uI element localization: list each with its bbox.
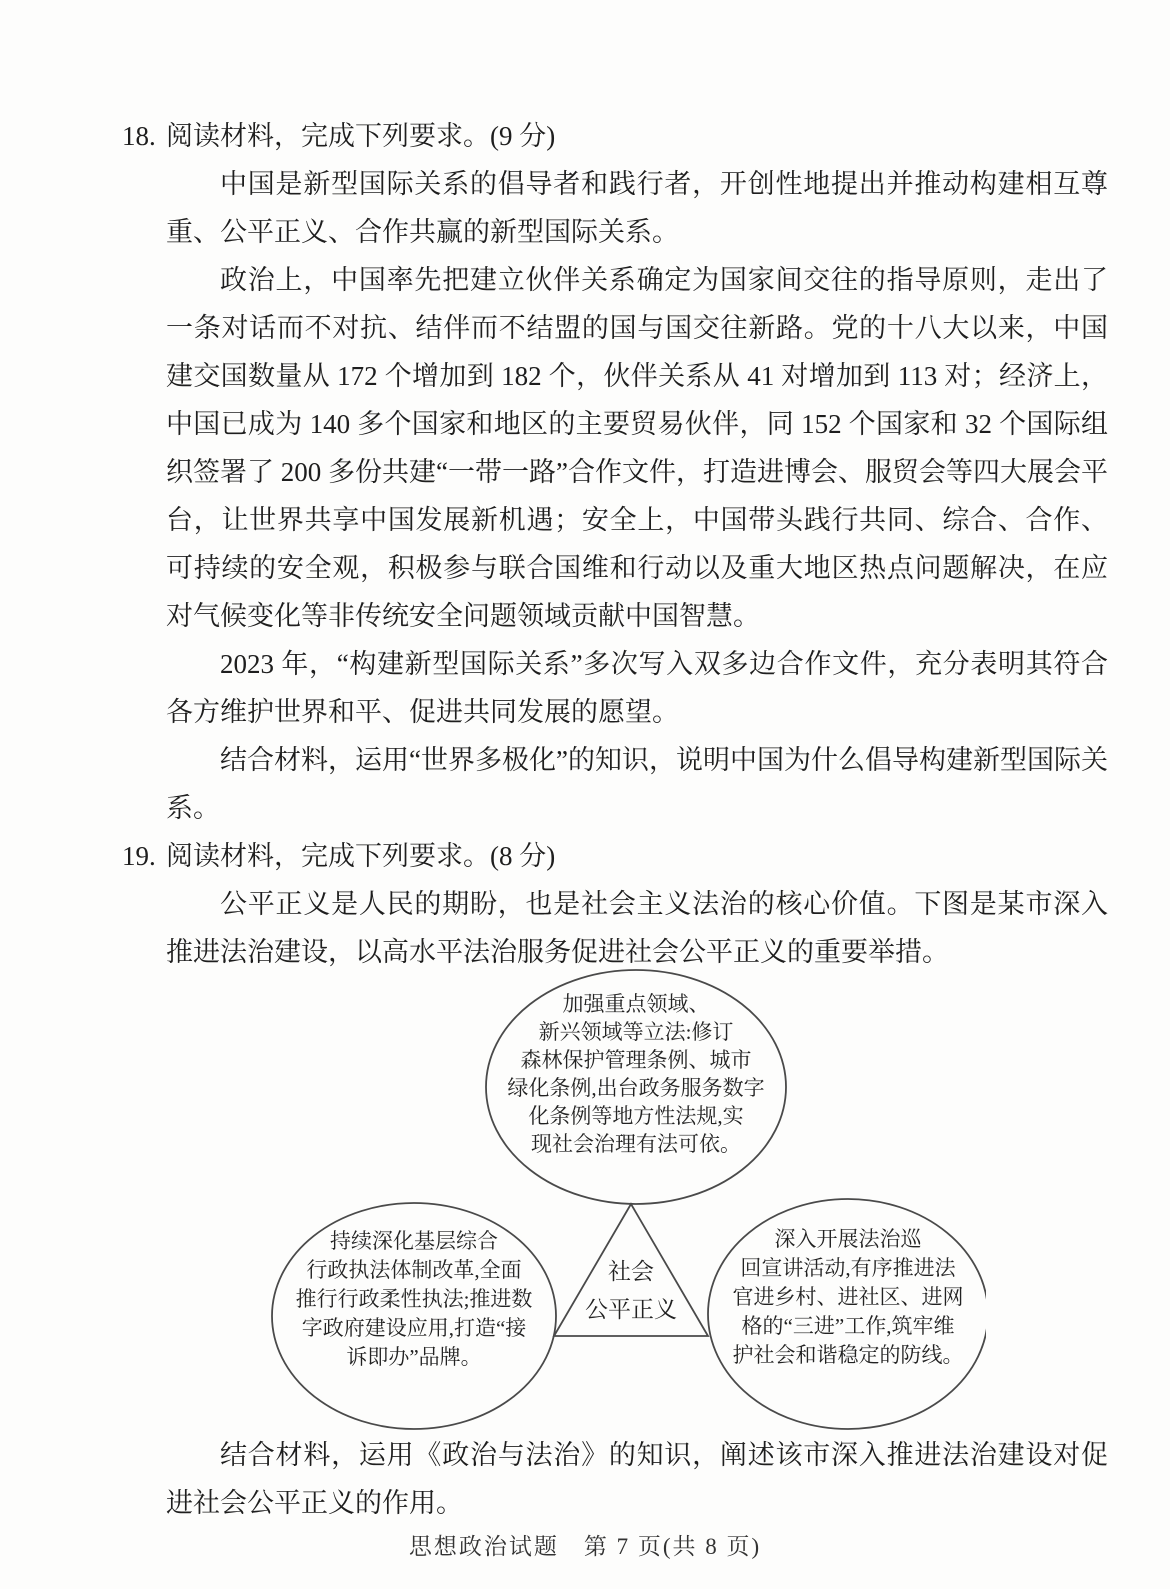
page-footer bbox=[0, 1528, 1170, 1561]
top-circle-line: 化条例等地方性法规,实 bbox=[528, 1104, 744, 1128]
top-circle-line: 绿化条例,出台政务服务数字 bbox=[507, 1076, 765, 1100]
right-circle-line: 格的“三进”工作,筑牢维 bbox=[741, 1314, 955, 1338]
right-circle-text bbox=[733, 1227, 964, 1367]
triangle-line: 公平正义 bbox=[585, 1297, 677, 1322]
question-18-paragraph-2: 政治上，中国率先把建立伙伴关系确定为国家间交往的指导原则，走出了一条对话而不对抗、结伴而不结盟的国与国交往新路。党的十八大以来，中国建交国数量从 172 个增加到 182 个，伙伴关系从 41 对增加到 113 对；经济上，中国已成为 140 多个国家和地区的主要贸易伙伴，同 152 个国家和 32 个国际组织签署了 200 多份共建“一带一路”合作文件，打造进博会、服贸会等四大展会平台，让世界共享中国发展新机遇；安全上，中国带头践行共同、综合、合作、可持续的安全观，积极参与联合国维和行动以及重大地区热点问题解决，在应对气候变化等非传统安全问题领域贡献中国智慧。 bbox=[166, 265, 1108, 631]
question-19-task: 结合材料，运用《政治与法治》的知识，阐述该市深入推进法治建设对促进社会公平正义的作用。 bbox=[166, 1440, 1108, 1518]
right-circle-line: 回宣讲活动,有序推进法 bbox=[740, 1256, 956, 1280]
question-18-paragraph-3: 2023 年，“构建新型国际关系”多次写入双多边合作文件，充分表明其符合各方维护世界和平、促进共同发展的愿望。 bbox=[166, 649, 1108, 727]
top-circle-line: 新兴领域等立法:修订 bbox=[538, 1020, 734, 1044]
left-circle-line: 推行行政柔性执法;推进数 bbox=[295, 1287, 533, 1311]
top-circle-line: 加强重点领域、 bbox=[562, 992, 710, 1016]
triangle-text bbox=[585, 1259, 677, 1322]
right-circle-line: 深入开展法治巡 bbox=[774, 1227, 922, 1251]
left-circle-line: 行政执法体制改革,全面 bbox=[306, 1258, 522, 1282]
question-18 bbox=[122, 112, 1108, 832]
page-footer-text: 思想政治试题 第 7 页(共 8 页) bbox=[408, 1534, 762, 1559]
left-circle-line: 诉即办”品牌。 bbox=[346, 1345, 482, 1369]
diagram-canvas bbox=[266, 964, 986, 1431]
question-19-title: 阅读材料，完成下列要求。(8 分) bbox=[166, 841, 556, 871]
top-circle-line: 现社会治理有法可依。 bbox=[531, 1132, 741, 1156]
left-circle-line: 持续深化基层综合 bbox=[330, 1229, 498, 1253]
right-circle-line: 官进乡村、进社区、进网 bbox=[732, 1285, 964, 1309]
question-18-task: 结合材料，运用“世界多极化”的知识，说明中国为什么倡导构建新型国际关系。 bbox=[166, 745, 1108, 823]
right-circle-line: 护社会和谐稳定的防线。 bbox=[732, 1343, 964, 1367]
question-18-paragraph-1: 中国是新型国际关系的倡导者和践行者，开创性地提出并推动构建相互尊重、公平正义、合作共赢的新型国际关系。 bbox=[166, 169, 1108, 247]
left-circle-line: 字政府建设应用,打造“接 bbox=[301, 1316, 527, 1340]
top-circle-text bbox=[507, 992, 764, 1156]
top-circle-line: 森林保护管理条例、城市 bbox=[520, 1048, 752, 1072]
question-19-header bbox=[122, 832, 1108, 880]
triangle-line: 社会 bbox=[608, 1259, 654, 1284]
left-circle-text bbox=[296, 1229, 533, 1369]
question-19 bbox=[122, 832, 1108, 1527]
question-19-paragraph-1: 公平正义是人民的期盼，也是社会主义法治的核心价值。下图是某市深入推进法治建设，以高水平法治服务促进社会公平正义的重要举措。 bbox=[166, 889, 1108, 967]
question-18-header bbox=[122, 112, 1108, 160]
law-measures-diagram bbox=[266, 964, 986, 1431]
question-19-number: 19. bbox=[122, 841, 156, 871]
question-18-number: 18. bbox=[122, 121, 156, 151]
question-18-title: 阅读材料，完成下列要求。(9 分) bbox=[166, 121, 556, 151]
